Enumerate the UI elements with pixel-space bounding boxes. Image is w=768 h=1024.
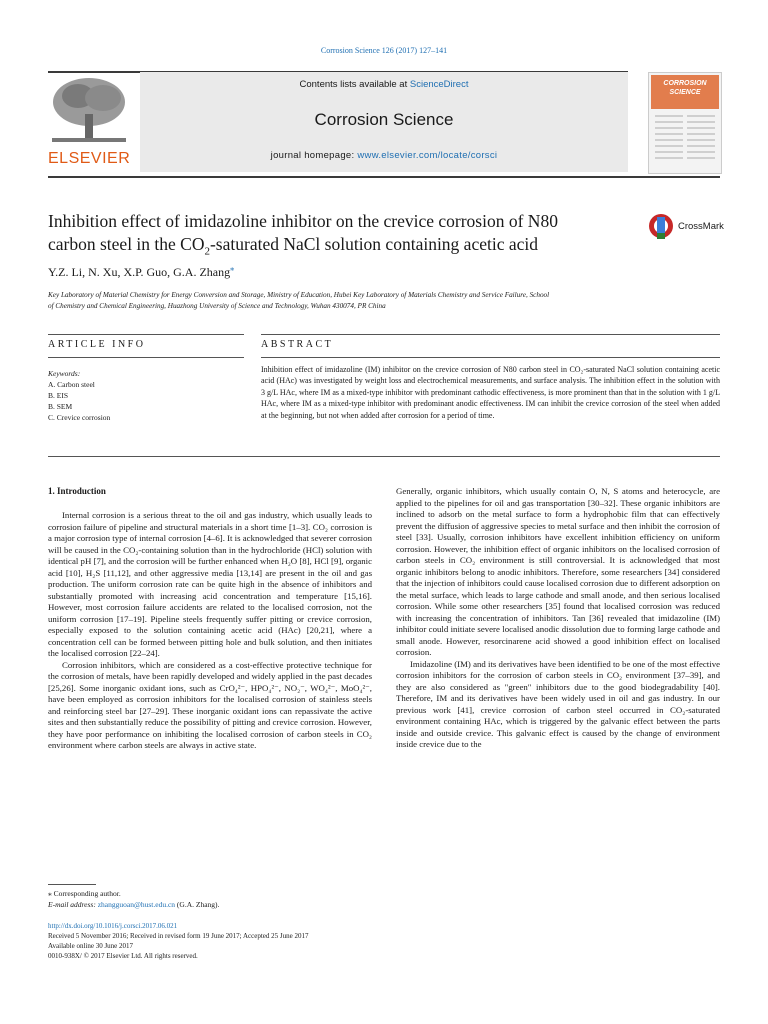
header-rule-bottom	[48, 176, 720, 178]
keyword-item: C. Crevice corrosion	[48, 413, 111, 422]
email-link[interactable]: zhangguoan@hust.edu.cn	[97, 900, 176, 909]
affiliation	[48, 290, 720, 311]
affiliation-line-2: of Chemistry and Chemical Engineering, Huazhong University of Science and Technology, Wuhan 430074, PR China	[48, 301, 386, 310]
author-list	[48, 264, 234, 280]
cover-title: CORROSION SCIENCE	[663, 80, 707, 96]
crossmark-label: CrossMark	[678, 221, 724, 232]
section-heading-introduction: 1. Introduction	[48, 486, 106, 496]
body-column-left	[48, 510, 372, 752]
crossmark-icon	[648, 213, 674, 241]
affiliation-line-1: Key Laboratory of Material Chemistry for Energy Conversion and Storage, Ministry of Education, Hubei Key Laboratory of Materials Chemistry and Service Failure, School	[48, 291, 550, 299]
email-suffix: (G.A. Zhang).	[175, 900, 220, 909]
email-label: E-mail address:	[48, 900, 98, 909]
title-line-2-post: -saturated NaCl solution containing acetic acid	[209, 234, 538, 254]
keywords-block	[48, 368, 110, 423]
title-line-2-pre: carbon steel in the CO	[48, 234, 205, 254]
title-line-1: Inhibition effect of imidazoline inhibitor on the crevice corrosion of N80	[48, 211, 558, 231]
journal-title: Corrosion Science	[314, 110, 454, 129]
title-line-2	[48, 233, 618, 264]
authors: Y.Z. Li, N. Xu, X.P. Guo, G.A. Zhang	[48, 265, 231, 279]
keyword-item: B. SEM	[48, 402, 73, 411]
article-info-rule-bottom	[48, 357, 244, 358]
doi-link[interactable]: http://dx.doi.org/10.1016/j.corsci.2017.06.021	[48, 922, 178, 930]
copyright: 0010-938X/ © 2017 Elsevier Ltd. All rights reserved.	[48, 952, 198, 960]
paragraph: Imidazoline (IM) and its derivatives have been identified to be one of the most effective corrosion inhibitors for the corrosion of carbon steels in CO₂ environment [37–39], and they are also considered as "green" inhibitors due to the good biodegradability [40]. Therefore, IM and its derivatives have been widely used in oil and gas industry. In our previous work [41], crevice corrosion of carbon steel occurred in CO₂-saturated environment containing HAc, which is triggered by the galvanic effect between the parts inside and outside crevice. This galvanic effect is caused by the change of environment inside crevice due to the	[396, 658, 720, 749]
received-dates: Received 5 November 2016; Received in revised form 19 June 2017; Accepted 25 June 2017	[48, 932, 309, 940]
journal-cover-thumbnail[interactable]	[648, 72, 722, 174]
article-info-rule-top	[48, 334, 244, 335]
footnote	[48, 888, 219, 910]
keyword-item: B. EIS	[48, 391, 69, 400]
journal-reference[interactable]: Corrosion Science 126 (2017) 127–141	[320, 46, 448, 55]
front-matter-end-rule	[48, 456, 720, 457]
footnote-rule	[48, 884, 96, 885]
corresponding-author-note: ⁎ Corresponding author.	[48, 889, 121, 898]
publisher-name: ELSEVIER	[48, 150, 131, 167]
contents-line	[140, 79, 628, 90]
crossmark-badge[interactable]	[648, 213, 726, 243]
abstract-rule-bottom	[261, 357, 720, 358]
cover-text-lines	[649, 73, 721, 173]
abstract-heading: ABSTRACT	[261, 339, 334, 350]
body-column-right	[396, 486, 720, 751]
available-online: Available online 30 June 2017	[48, 942, 134, 950]
sciencedirect-link[interactable]: ScienceDirect	[409, 79, 469, 90]
keywords-label: Keywords:	[48, 369, 81, 378]
email-line	[48, 899, 219, 910]
paragraph: Internal corrosion is a serious threat to the oil and gas industry, which usually leads to corrosion failure of pipeline and structural materials in a short time [1–3]. CO₂ corrosion is a major corrosion type of internal corrosion [4–6]. It is acknowledged that severer corrosion will be caused in the CO₂-containing solution than in the hydrochloride (HCl) solution with identical pH [7], and the corrosion will be further enhanced when H₂O [8], HCl [9], organic acid [10], H₂S [11,12], and other aggressive media [13,14] are present in the oil and gas production. The uniform corrosion rate can be quite high in the absence of inhibitors and substantially promoted with increasing acid concentration and temperature [15,16]. However, most corrosion failure accidents are related to the localised corrosion, not the uniform corrosion [17–19]. Pipeline steels frequently suffer pitting or crevice corrosion, especially exposed to the solution containing acetic acid (HAc) [20,21], where a concentration cell can be formed between pitting hole and bulk solution, and then initiates the localised corrosion [22–24].	[48, 510, 372, 658]
contents-prefix: Contents lists available at	[299, 79, 410, 90]
abstract-rule-top	[261, 334, 720, 335]
article-metadata	[48, 921, 309, 961]
paragraph: Corrosion inhibitors, which are considered as a cost-effective protective technique for the corrosion of metals, have been rapidly developed and widely applied in the past decades [25,26]. Some inorganic oxidant ions, such as CrO₄²⁻, HPO₄²⁻, NO₂⁻, WO₄²⁻, MoO₄²⁻, have been employed as corrosion inhibitors for the localised corrosion of stainless steels and reinforcing steel bar [27–29]. These inorganic oxidant ions can repassivate the active sites and then substantially reduce the possibility of pitting and crevice corrosion. However, they have poor performance on inhibiting the localised corrosion of carbon steels in CO₂ environment where carbon steels are always in active state.	[48, 659, 372, 750]
paragraph: Generally, organic inhibitors, which usually contain O, N, S atoms and heterocycle, are applied to the pipelines for oil and gas transportation [30–32]. These organic inhibitors are inclined to adsorb on the metal surface to form a hydrophobic film that can effectively prevent the diffusion of aggressive species to metal surface and then inhibit the corrosion of steel [33]. Usually, corrosion inhibitors have excellent inhibition efficiency on uniform corrosion. However, the inhibition effect of organic inhibitors on the localised corrosion of carbon steels in CO₂ environment is still controversial. It is acknowledged that most organic inhibitors belong to anodic inhibitors. Therefore, some researchers [34] considered that the injection of inhibitors could cause localised corrosion due to different adsorption on the metal surface, which leads to large cathode and small anode, and then serious localised corrosion. While some other researchers [35] found that localised corrosion was reduced with increasing the concentration of inhibitors. Tan [36] revealed that imidazoline (IM) inhibitor could initiate severe localised anodic dissolution due to forming large cathode and small anode. However, resorcinarene acid showed a good inhibition effect on localised corrosion.	[396, 486, 720, 657]
homepage-line	[140, 150, 628, 161]
paper-title	[48, 210, 618, 264]
keyword-item: A. Carbon steel	[48, 380, 95, 389]
abstract-text: Inhibition effect of imidazoline (IM) inhibitor on the crevice corrosion of N80 carbon steel in CO₂-saturated NaCl solution containing acetic acid (HAc) was investigated by weight loss and electrochemical measurements, and surface analysis. The inhibition effect in the solution with 3 g/L HAc, where IM as a mixed-type inhibitor with predominant cathodic effectiveness, is more prominent than that in the solution with 1 g/L HAc, where IM as a mixed-type inhibitor with predominant anodic effectiveness. IM can inhibit the crevice corrosion of the steel when added at the beginning, but not when added after corrosion for a period of time.	[261, 365, 720, 420]
corresponding-author-mark[interactable]: ⁎	[230, 264, 235, 273]
homepage-prefix: journal homepage:	[270, 150, 358, 161]
homepage-link[interactable]: www.elsevier.com/locate/corsci	[357, 150, 498, 161]
article-info-heading: ARTICLE INFO	[48, 339, 146, 350]
title-subscript: 2	[204, 245, 210, 258]
